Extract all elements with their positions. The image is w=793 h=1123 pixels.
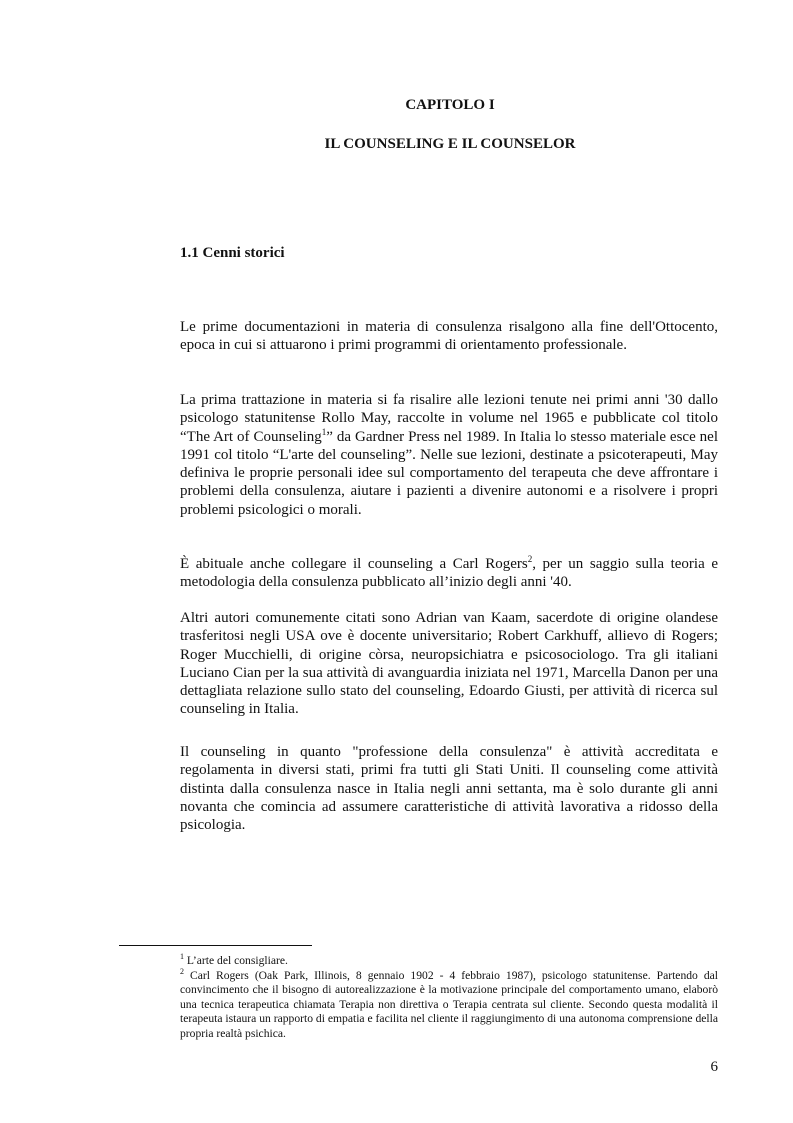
paragraph-2-text-end: ” da Gardner Press nel 1989. In Italia lo stesso materiale esce nel 1991 col titolo “L'arte del counseling”. Nelle sue lezioni, destinate a psicoterapeuti, May definiva le proprie personali idee sul comportamento del terapeuta che deve affrontare i problemi della consulenza, aiutare i pazienti a divenire autonomi e a risolvere i propri problemi psicologici o morali. xyxy=(180,428,718,518)
paragraph-3-text-start: È abituale anche collegare il counseling a Carl Rogers xyxy=(180,556,528,572)
chapter-label: CAPITOLO I xyxy=(405,97,495,113)
footnote-1 xyxy=(180,954,718,969)
footnote-number-1: 1 xyxy=(180,952,184,962)
section-heading: 1.1 Cenni storici xyxy=(180,245,285,261)
footnote-number-2: 2 xyxy=(180,966,184,976)
paragraph-3-text-end: , per un saggio sulla teoria e metodologia della consulenza pubblicato all’inizio degli anni '40. xyxy=(180,556,718,591)
paragraph-1: Le prime documentazioni in materia di consulenza risalgono alla fine dell'Ottocento, epoca in cui si attuarono i primi programmi di orientamento professionale. xyxy=(180,319,718,354)
footnote-reference-2: 2 xyxy=(527,554,533,564)
footnote-2 xyxy=(180,966,718,1042)
paragraph-2 xyxy=(180,391,718,519)
footnote-separator xyxy=(119,945,312,946)
footnote-text-1: L’arte del consigliare. xyxy=(184,954,288,967)
footnotes xyxy=(180,954,718,1042)
page-number: 6 xyxy=(710,1059,718,1075)
paragraph-5: Il counseling in quanto "professione della consulenza" è attività accreditata e regolamenta in diversi stati, primi fra tutti gli Stati Uniti. Il counseling come attività distinta dalla consulenza nasce in Italia negli anni settanta, ma è solo durante gli anni novanta che comincia ad assumere caratteristiche di attività lavorativa a ridosso della psicologia. xyxy=(180,744,718,834)
chapter-title: IL COUNSELING E IL COUNSELOR xyxy=(324,136,576,152)
paragraph-2-text-start: La prima trattazione in materia si fa risalire alle lezioni tenute nei primi anni '30 dallo psicologo statunitense Rollo May, raccolte in volume nel 1965 e pubblicate col titolo “The Art of Counseling xyxy=(180,392,718,445)
footnote-reference-1: 1 xyxy=(321,426,327,437)
footnote-text-2: Carl Rogers (Oak Park, Illinois, 8 gennaio 1902 - 4 febbraio 1987), psicologo statunitense. Partendo dal convincimento che il bisogno di autorealizzazione è la motivazione principale del comportamento umano, elaborò una tecnica terapeutica chiamata Terapia non direttiva o Terapia centrata sul cliente. Secondo questa modalità il terapeuta istaura un rapporto di empatia e facilita nel cliente il raggiungimento di una autonoma comprensione della propria realtà psichica. xyxy=(180,968,718,1040)
paragraph-4: Altri autori comunemente citati sono Adrian van Kaam, sacerdote di origine olandese trasferitosi negli USA ove è docente universitario; Robert Carkhuff, allievo di Rogers; Roger Mucchielli, di origine còrsa, neuropsichiatra e psicosociologo. Tra gli italiani Luciano Cian per la sua attività di avanguardia iniziata nel 1971, Marcella Danon per una dettagliata relazione sullo stato del counseling, Edoardo Giusti, per attività di ricerca sul counseling in Italia. xyxy=(180,610,718,718)
paragraph-3 xyxy=(180,555,718,592)
